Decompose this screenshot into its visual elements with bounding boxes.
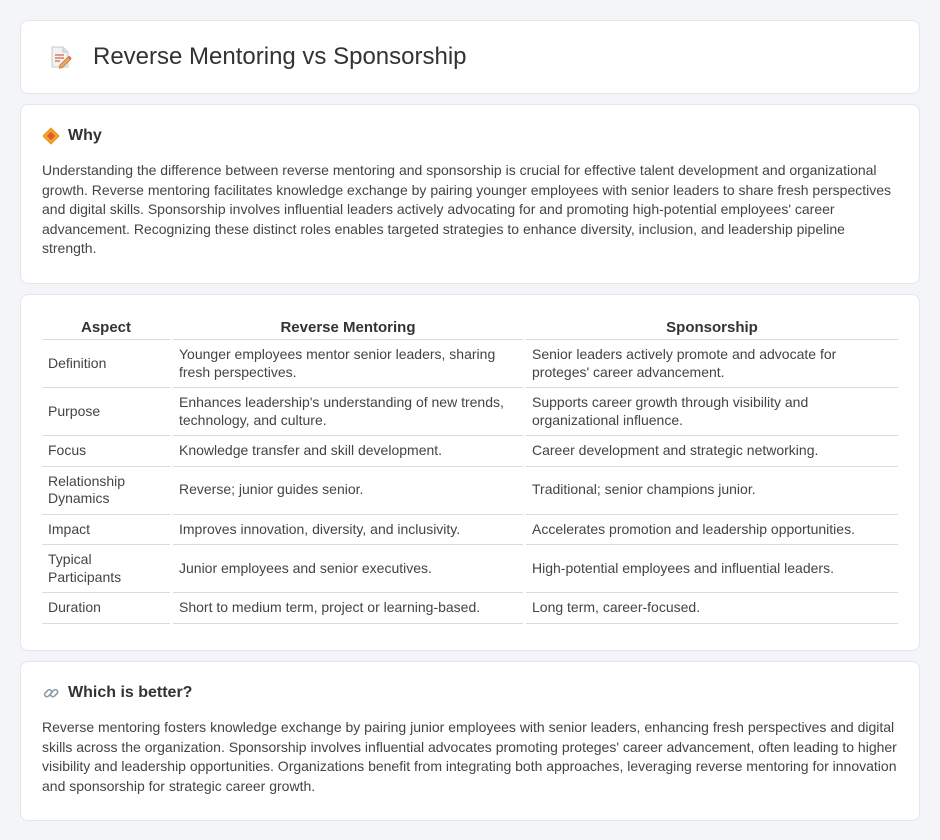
better-heading	[42, 684, 898, 702]
table-header-row	[42, 317, 898, 340]
row-reverse-mentoring: Enhances leadership's understanding of new trends, technology, and culture.	[173, 388, 523, 436]
header-card	[20, 20, 920, 94]
table-row	[42, 545, 898, 593]
header-sponsorship: Sponsorship	[526, 317, 898, 340]
row-aspect: Definition	[42, 340, 170, 388]
table-row	[42, 593, 898, 624]
header-aspect: Aspect	[42, 317, 170, 340]
row-sponsorship: Accelerates promotion and leadership opportunities.	[526, 515, 898, 546]
row-sponsorship: Long term, career-focused.	[526, 593, 898, 624]
row-reverse-mentoring: Knowledge transfer and skill development.	[173, 436, 523, 467]
row-reverse-mentoring: Junior employees and senior executives.	[173, 545, 523, 593]
row-sponsorship: High-potential employees and influential leaders.	[526, 545, 898, 593]
why-section	[20, 104, 920, 284]
row-reverse-mentoring: Improves innovation, diversity, and inclusivity.	[173, 515, 523, 546]
why-text: Understanding the difference between reverse mentoring and sponsorship is crucial for effective talent development and organizational growth. Reverse mentoring facilitates knowledge exchange by pairing younger employees with senior leaders to share fresh perspectives and digital skills. Sponsorship involves influential leaders actively advocating for and promoting high-potential employees' career advancement. Recognizing these distinct roles enables targeted strategies to enhance diversity, inclusion, and leadership pipeline strength.	[42, 162, 892, 256]
table-row	[42, 388, 898, 436]
row-aspect: Impact	[42, 515, 170, 546]
table-row	[42, 436, 898, 467]
row-sponsorship: Senior leaders actively promote and advocate for proteges' career advancement.	[526, 340, 898, 388]
row-aspect: Purpose	[42, 388, 170, 436]
why-heading	[42, 127, 898, 145]
row-aspect: Focus	[42, 436, 170, 467]
row-aspect: Typical Participants	[42, 545, 170, 593]
comparison-table-card	[20, 294, 920, 651]
row-reverse-mentoring: Younger employees mentor senior leaders, sharing fresh perspectives.	[173, 340, 523, 388]
document-pencil-icon	[47, 44, 73, 70]
row-sponsorship: Supports career growth through visibility and organizational influence.	[526, 388, 898, 436]
diamond-warning-icon	[42, 127, 60, 145]
header-reverse-mentoring: Reverse Mentoring	[173, 317, 523, 340]
comparison-table	[39, 317, 901, 624]
table-row	[42, 515, 898, 546]
row-sponsorship: Traditional; senior champions junior.	[526, 467, 898, 515]
row-aspect: Duration	[42, 593, 170, 624]
row-aspect: Relationship Dynamics	[42, 467, 170, 515]
row-reverse-mentoring: Short to medium term, project or learning-based.	[173, 593, 523, 624]
page-title: Reverse Mentoring vs Sponsorship	[93, 43, 467, 70]
row-sponsorship: Career development and strategic networking.	[526, 436, 898, 467]
which-is-better-section	[20, 661, 920, 821]
table-row	[42, 340, 898, 388]
better-title: Which is better?	[68, 684, 193, 701]
why-title: Why	[68, 127, 102, 144]
link-icon	[42, 684, 60, 702]
better-text: Reverse mentoring fosters knowledge exchange by pairing junior employees with senior leaders, enhancing fresh perspectives and digital skills across the organization. Sponsorship involves influential advocates promoting proteges' career advancement, often leading to higher visibility and leadership opportunities. Organizations benefit from integrating both approaches, leveraging reverse mentoring for innovation and sponsorship for strategic career growth.	[42, 719, 897, 794]
table-row	[42, 467, 898, 515]
row-reverse-mentoring: Reverse; junior guides senior.	[173, 467, 523, 515]
